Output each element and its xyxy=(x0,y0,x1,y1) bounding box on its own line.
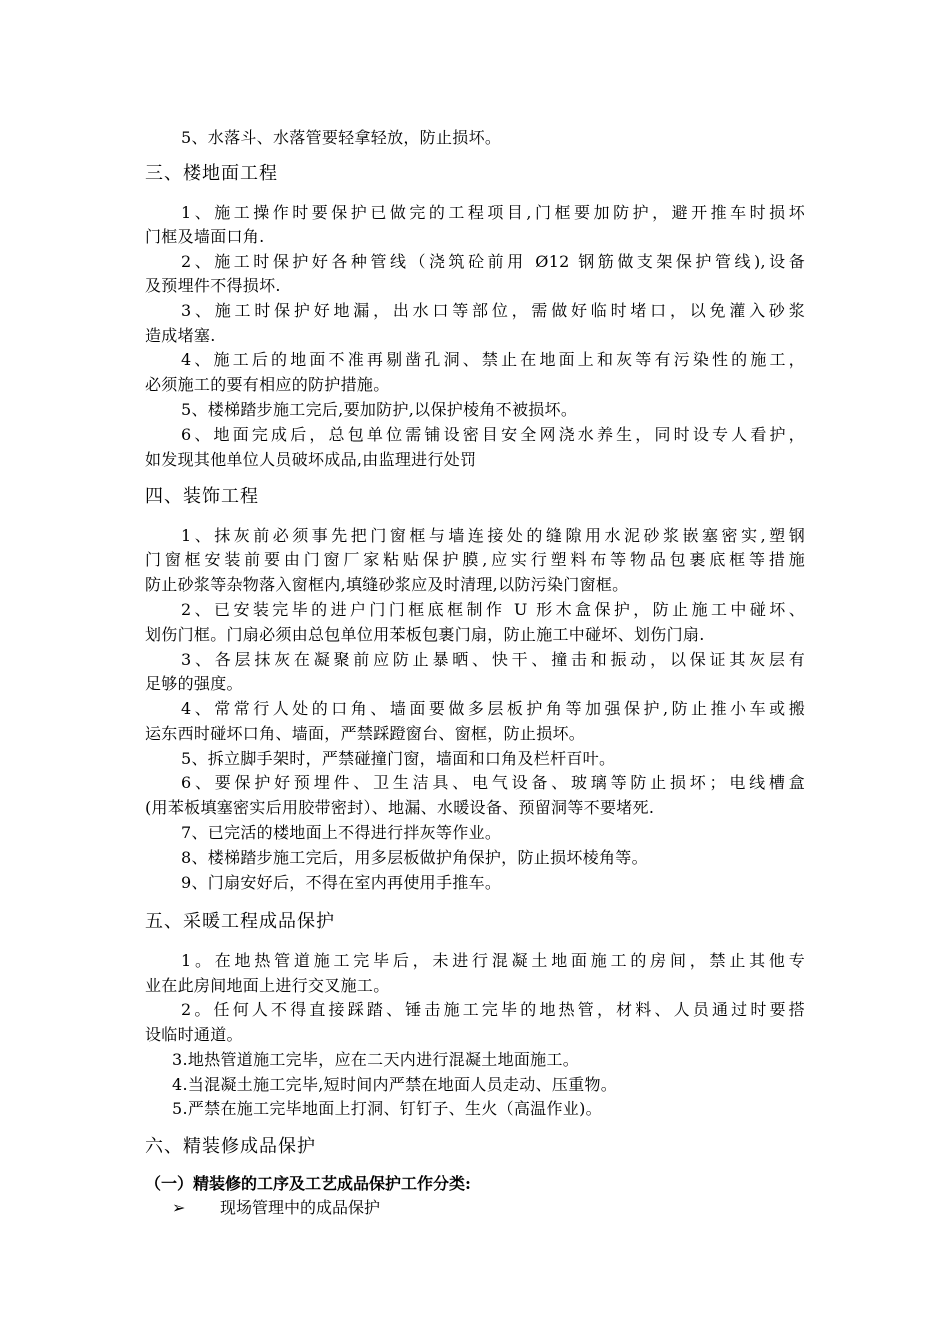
arrowhead-bullet-icon: ➢ xyxy=(172,1198,186,1217)
paragraph-line: 5、楼梯踏步施工完后,要加防护,以保护棱角不被损坏。 xyxy=(181,400,578,419)
section-heading-3: 三、楼地面工程 xyxy=(145,163,278,184)
paragraph-line: 2、施工时保护好各种管线（浇筑砼前用 Ø12 钢筋做支架保护管线),设备 xyxy=(181,252,805,271)
paragraph-line: 6、地面完成后，总包单位需铺设密目安全网浇水养生，同时设专人看护， xyxy=(181,425,805,444)
paragraph-line: 及预埋件不得损坏. xyxy=(145,276,281,295)
paragraph-line: 4、常常行人处的口角、墙面要做多层板护角等加强保护,防止推小车或搬 xyxy=(181,699,805,718)
paragraph-line: 门框及墙面口角. xyxy=(145,227,265,246)
paragraph-line: 4、施工后的地面不准再剔凿孔洞、禁止在地面上和灰等有污染性的施工， xyxy=(181,350,805,369)
paragraph-line: 造成堵塞. xyxy=(145,326,216,345)
paragraph-line: 设临时通道。 xyxy=(145,1025,243,1044)
paragraph-line: 2、已安装完毕的进户门门框底框制作 U 形木盒保护，防止施工中碰坏、 xyxy=(181,600,805,619)
paragraph-line: 1、施工操作时要保护已做完的工程项目,门框要加防护，避开推车时损坏 xyxy=(181,203,805,222)
subsection-heading: （一）精装修的工序及工艺成品保护工作分类: xyxy=(145,1174,471,1193)
paragraph-line: 足够的强度。 xyxy=(145,674,243,693)
bullet-text: 现场管理中的成品保护 xyxy=(220,1198,381,1217)
paragraph-line: 业在此房间地面上进行交叉施工。 xyxy=(145,976,390,995)
paragraph-line: (用苯板填塞密实后用胶带密封）、地漏、水暖设备、预留洞等不要堵死. xyxy=(145,798,655,817)
paragraph-line: 5.严禁在施工完毕地面上打洞、钉钉子、生火（高温作业)。 xyxy=(172,1099,602,1118)
paragraph-line: 3、各层抹灰在凝聚前应防止暴晒、快干、撞击和振动，以保证其灰层有 xyxy=(181,650,805,669)
paragraph-line: 8、楼梯踏步施工完后，用多层板做护角保护，防止损坏棱角等。 xyxy=(181,848,648,867)
bullet-item xyxy=(172,1198,380,1218)
paragraph-line: 5、水落斗、水落管要轻拿轻放，防止损坏。 xyxy=(181,128,502,147)
paragraph-line: 1。在地热管道施工完毕后，未进行混凝土地面施工的房间，禁止其他专 xyxy=(181,951,805,970)
paragraph-line: 2。任何人不得直接踩踏、锤击施工完毕的地热管，材料、人员通过时要搭 xyxy=(181,1000,805,1019)
paragraph-line: 门窗框安装前要由门窗厂家粘贴保护膜,应实行塑料布等物品包裹底框等措施 xyxy=(145,550,805,569)
paragraph-line: 5、拆立脚手架时，严禁碰撞门窗，墙面和口角及栏杆百叶。 xyxy=(181,749,616,768)
section-heading-4: 四、装饰工程 xyxy=(145,486,259,507)
paragraph-line: 1、抹灰前必须事先把门窗框与墙连接处的缝隙用水泥砂浆嵌塞密实,塑钢 xyxy=(181,526,805,545)
paragraph-line: 9、门扇安好后，不得在室内再使用手推车。 xyxy=(181,873,502,892)
section-heading-5: 五、采暖工程成品保护 xyxy=(145,911,335,932)
section-heading-6: 六、精装修成品保护 xyxy=(145,1136,316,1157)
paragraph-line: 防止砂浆等杂物落入窗框内,填缝砂浆应及时清理,以防污染门窗框。 xyxy=(145,575,629,594)
paragraph-line: 运东西时碰坏口角、墙面，严禁踩蹬窗台、窗框，防止损坏。 xyxy=(145,724,586,743)
paragraph-line: 必须施工的要有相应的防护措施。 xyxy=(145,375,390,394)
paragraph-line: 7、已完活的楼地面上不得进行拌灰等作业。 xyxy=(181,823,502,842)
paragraph-line: 如发现其他单位人员破坏成品,由监理进行处罚 xyxy=(145,450,477,469)
paragraph-line: 划伤门框。门扇必须由总包单位用苯板包裹门扇，防止施工中碰坏、划伤门扇. xyxy=(145,625,705,644)
paragraph-line: 3、施工时保护好地漏，出水口等部位，需做好临时堵口，以免灌入砂浆 xyxy=(181,301,805,320)
paragraph-line: 6、要保护好预埋件、卫生洁具、电气设备、玻璃等防止损坏；电线槽盒 xyxy=(181,773,805,792)
paragraph-line: 4.当混凝土施工完毕,短时间内严禁在地面人员走动、压重物。 xyxy=(172,1075,618,1094)
paragraph-line: 3.地热管道施工完毕，应在二天内进行混凝土地面施工。 xyxy=(172,1050,580,1069)
